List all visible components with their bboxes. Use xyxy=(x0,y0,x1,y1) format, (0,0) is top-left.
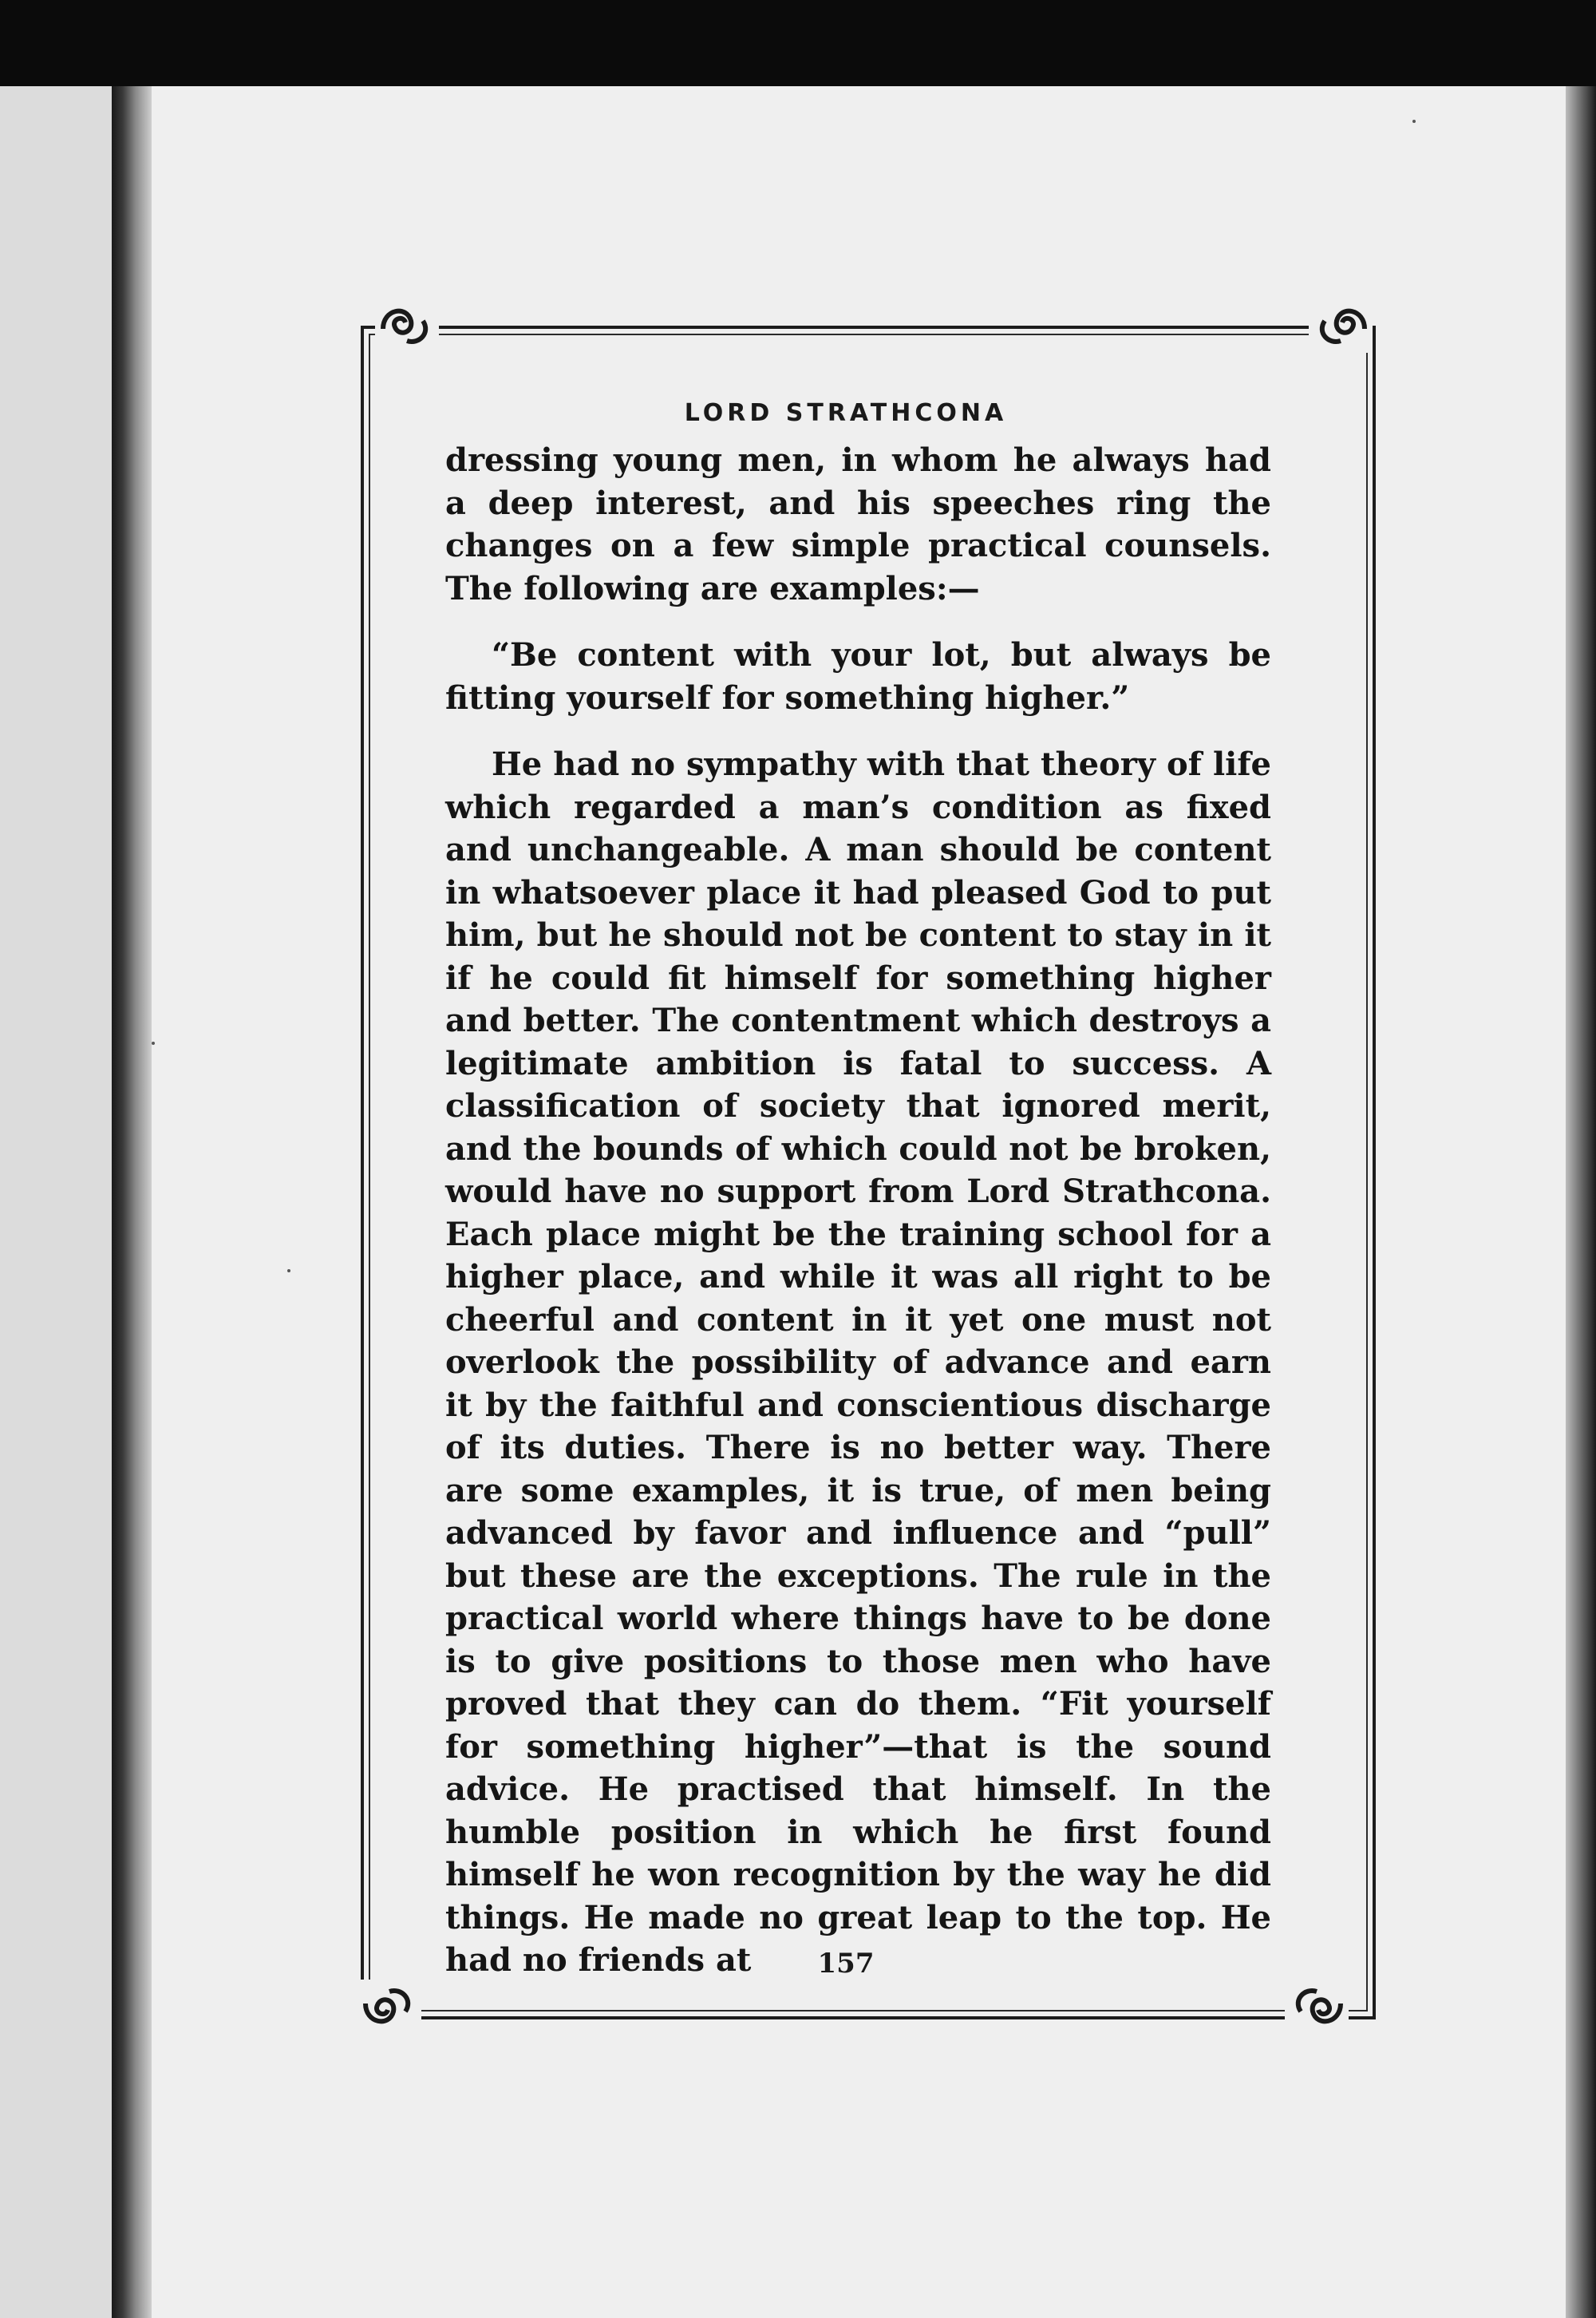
body-text xyxy=(445,439,1271,1982)
book-gutter xyxy=(112,86,152,2318)
paper-speck xyxy=(1412,120,1416,123)
corner-ornament-bottom-right-icon xyxy=(1285,1980,1349,2035)
running-head: LORD STRATHCONA xyxy=(684,399,1008,427)
corner-ornament-top-right-icon xyxy=(1309,297,1373,353)
paragraph-main: He had no sympathy with that theory of life which regarded a man’s condition as fixed and unchangeable. A man should be content in whatsoever place it had pleased God to put him, but he should not be content to stay in it if he could fit himself for something higher and better. The contentment which destroys a legitimate ambition is fatal to success. A classification of society that ignored merit, and the bounds of which could not be broken, would have no support from Lord Strathcona. Each place might be the training school for a higher place, and while it was all right to be cheerful and content in it yet one must not overlook the possibility of advance and earn it by the faithful and conscientious discharge of its duties. There is no better way. There are some examples, it is true, of men being advanced by favor and influence and “pull” but these are the exceptions. The rule in the practical world where things have to be done is to give positions to those men who have proved that they can do them. “Fit yourself for something higher”—that is the sound advice. He practised that himself. In the humble position in which he first found himself he won recognition by the way he did things. He made no great leap to the top. He had no friends at xyxy=(445,746,1271,1979)
page-right-edge xyxy=(1566,86,1596,2318)
corner-ornament-bottom-left-icon xyxy=(358,1980,421,2035)
corner-ornament-top-left-icon xyxy=(375,297,439,353)
paragraph-continued: dressing young men, in whom he always had a deep interest, and his speeches ring the changes on a few simple practical counsels. The following are examples:— xyxy=(445,441,1271,607)
paper-speck xyxy=(152,1042,155,1045)
facing-page-edge xyxy=(0,86,112,2318)
quoted-counsel: “Be content with your lot, but always be fitting yourself for something higher.” xyxy=(445,636,1271,717)
paper-speck xyxy=(287,1269,290,1272)
page-number: 157 xyxy=(817,1948,875,1980)
